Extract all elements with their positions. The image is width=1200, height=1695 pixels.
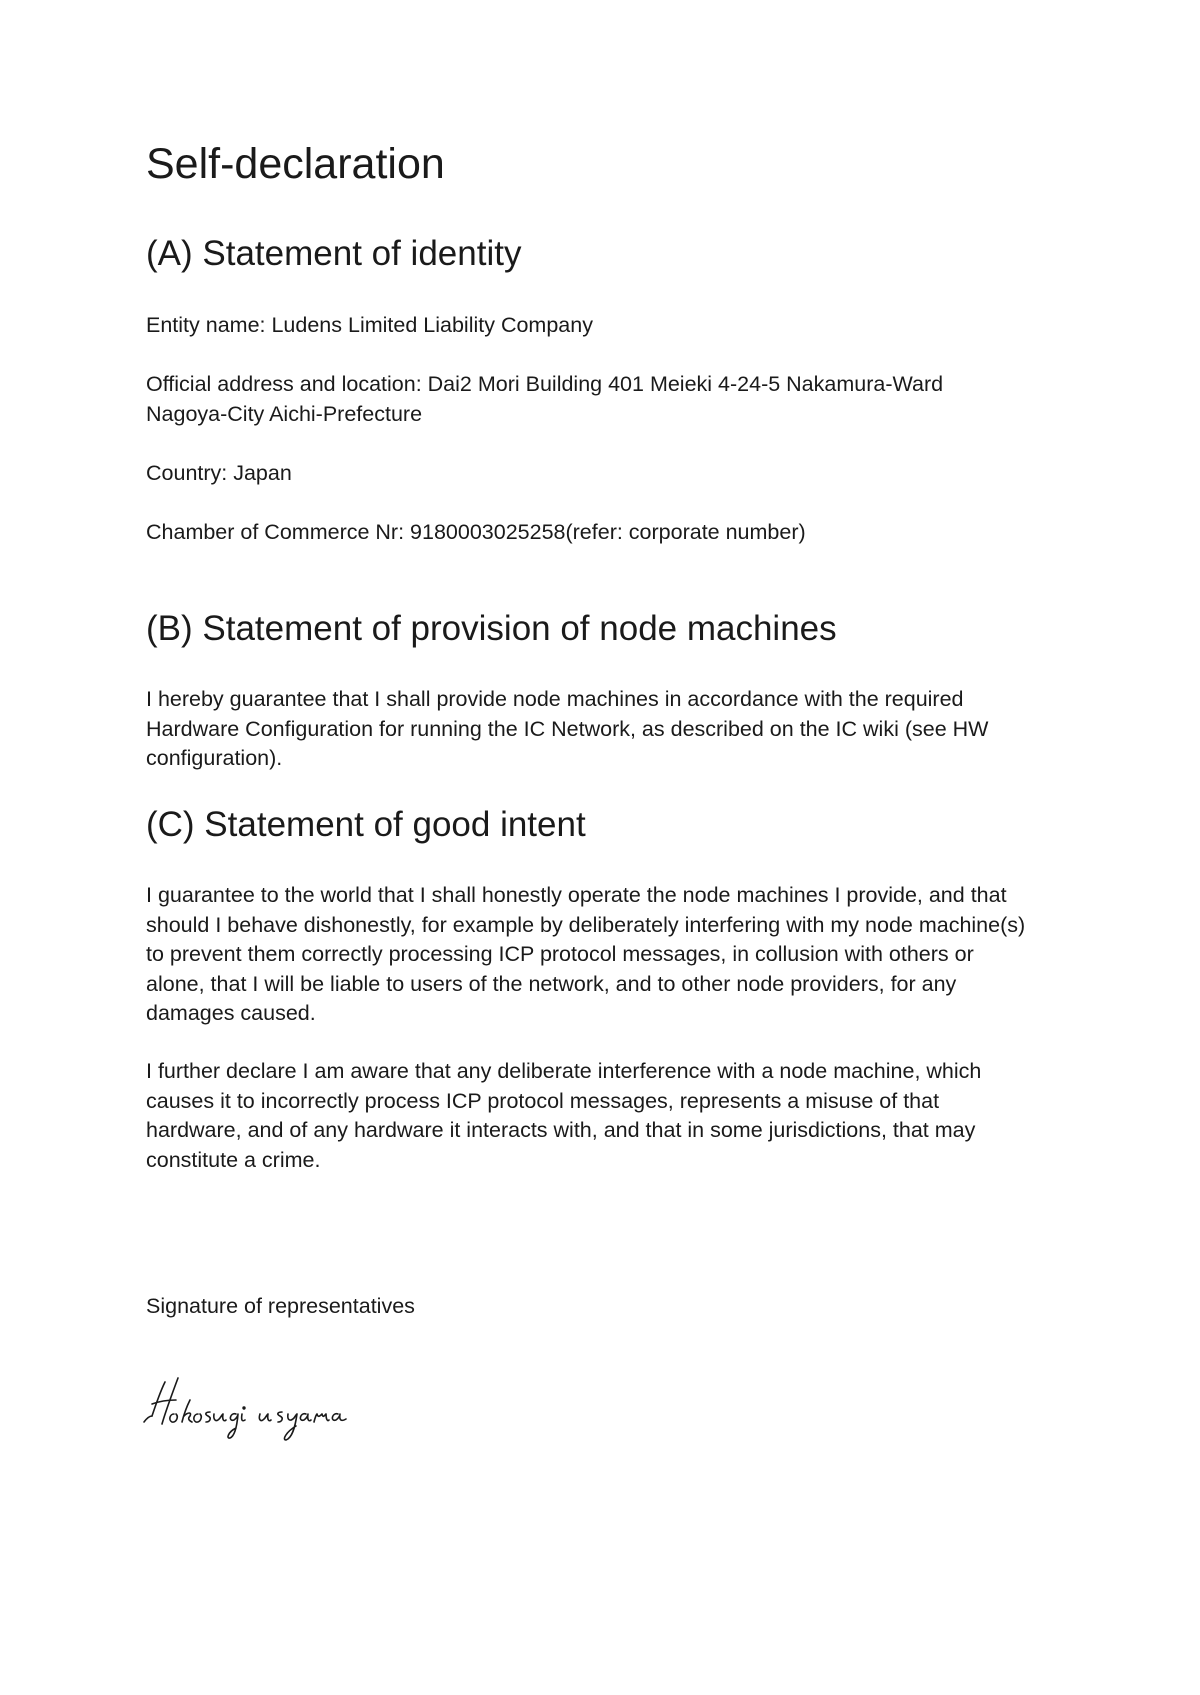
official-address (146, 370, 1076, 429)
paragraph-line: I hereby guarantee that I shall provide node machines in accordance with the required (146, 687, 964, 711)
paragraph-line: Hardware Configuration for running the IC Network, as described on the IC wiki (see HW (146, 716, 989, 741)
paragraph-line: hardware, and of any hardware it interacts with, and that in some jurisdictions, that may (146, 1118, 976, 1142)
paragraph-line: causes it to incorrectly process ICP protocol messages, represents a misuse of that (146, 1088, 940, 1113)
address-line: Official address and location: Dai2 Mori Building 401 Meieki 4-24-5 Nakamura-Ward (146, 372, 944, 396)
paragraph-line: to prevent them correctly processing ICP protocol messages, in collusion with others or (146, 942, 974, 966)
paragraph-line: alone, that I will be liable to users of the network, and to other node providers, for any (146, 971, 957, 996)
section-c-paragraph-1 (146, 881, 1076, 1029)
paragraph-line: I further declare I am aware that any deliberate interference with a node machine, which (146, 1059, 982, 1083)
country: Country: Japan (146, 461, 292, 485)
paragraph-line: I guarantee to the world that I shall honestly operate the node machines I provide, and that (146, 883, 1007, 907)
section-b-heading: (B) Statement of provision of node machines (146, 609, 837, 648)
paragraph-line: damages caused. (146, 1001, 316, 1025)
section-b-paragraph (146, 685, 1076, 774)
paragraph-line: constitute a crime. (146, 1147, 321, 1172)
entity-name: Entity name: Ludens Limited Liability Company (146, 313, 593, 337)
document-title: Self-declaration (146, 140, 445, 188)
paragraph-line: should I behave dishonestly, for example by deliberately interfering with my node machine(s) (146, 912, 1026, 937)
section-c-paragraph-2 (146, 1057, 1076, 1175)
section-a-heading: (A) Statement of identity (146, 234, 522, 273)
section-c-heading: (C) Statement of good intent (146, 805, 586, 844)
paragraph-line: configuration). (146, 746, 283, 770)
chamber-of-commerce: Chamber of Commerce Nr: 9180003025258(refer: corporate number) (146, 520, 806, 544)
address-line: Nagoya-City Aichi-Prefecture (146, 401, 423, 426)
handwritten-signature (140, 1370, 360, 1455)
signature-label: Signature of representatives (146, 1294, 415, 1318)
